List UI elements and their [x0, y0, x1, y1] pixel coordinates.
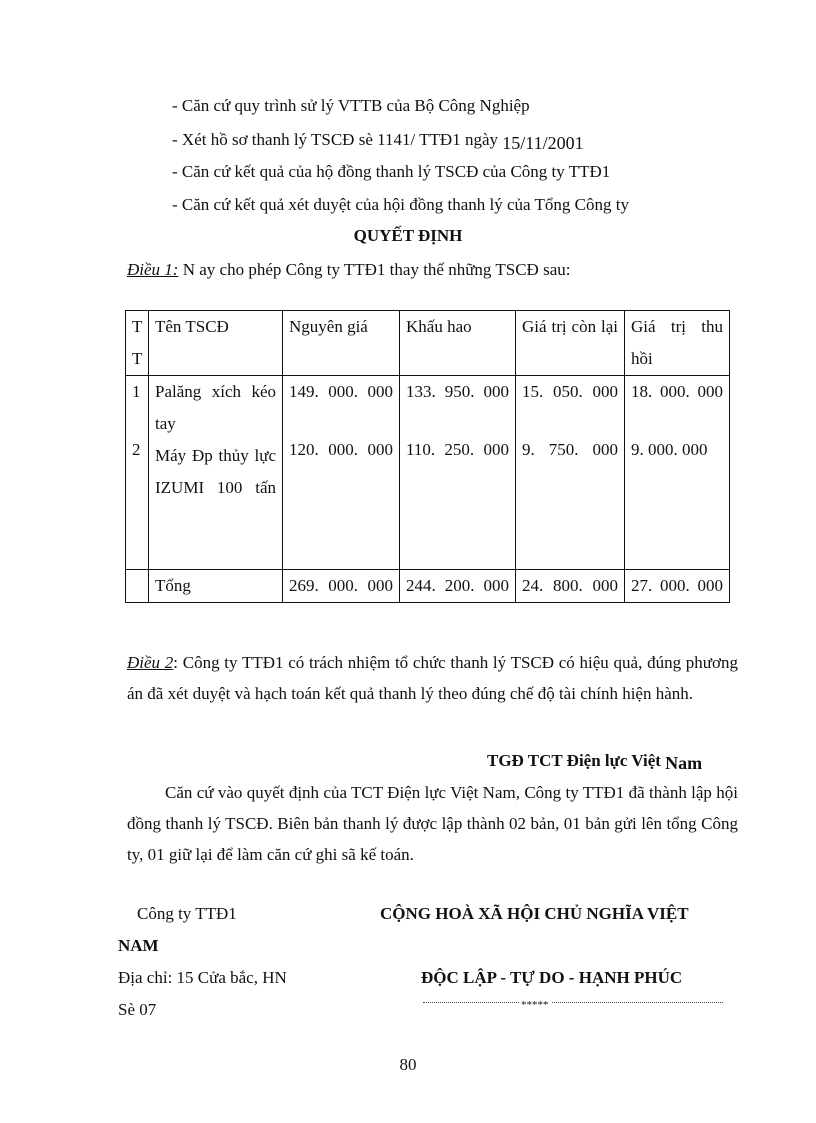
- basis-line-2-date: 15/11/2001: [502, 133, 584, 153]
- item-2-khau-hao: 110. 250. 000: [406, 440, 509, 459]
- header-tt: T T: [126, 311, 149, 376]
- header-nguyen-gia: Nguyên giá: [283, 311, 400, 376]
- header-name: Tên TSCĐ: [149, 311, 283, 376]
- table-total-row: [126, 570, 730, 603]
- motto-underline: [423, 1002, 723, 1003]
- item-2-name: Máy Đp thủy lực IZUMI 100 tấn: [155, 446, 276, 497]
- cell-names: [149, 376, 283, 570]
- item-1-con-lai: 15. 050. 000: [522, 382, 618, 401]
- total-tt: [126, 570, 149, 603]
- header-con-lai: Giá trị còn lại: [516, 311, 625, 376]
- cell-con-lai: [516, 376, 625, 570]
- item-2-nguyen-gia: 120. 000. 000: [289, 440, 393, 459]
- article-1-text: N ay cho phép Công ty TTĐ1 thay thế những TSCĐ sau:: [178, 260, 571, 279]
- item-1-name: Palăng xích kéo tay: [155, 382, 276, 433]
- total-khau-hao: 244. 200. 000: [400, 570, 516, 603]
- total-nguyen-gia: 269. 000. 000: [283, 570, 400, 603]
- signature-tail: Nam: [665, 753, 703, 773]
- footer-motto: ĐỘC LẬP - TỰ DO - HẠNH PHÚC: [421, 968, 683, 987]
- tt-2: 2: [132, 440, 141, 459]
- article-2: [127, 647, 738, 709]
- table-row: [126, 376, 730, 570]
- cell-tt: [126, 376, 149, 570]
- decision-title: QUYẾT ĐỊNH: [353, 226, 463, 245]
- cell-khau-hao: [400, 376, 516, 570]
- item-1-khau-hao: 133. 950. 000: [406, 382, 509, 401]
- basis-line-4: - Căn cứ kết quả xét duyệt của hội đồng thanh lý của Tổng Công ty: [172, 195, 629, 214]
- footer-nation-line1: CỘNG HOÀ XÃ HỘI CHỦ NGHĨA VIỆT: [380, 904, 689, 923]
- signature-line: [487, 750, 702, 771]
- total-con-lai: 24. 800. 000: [516, 570, 625, 603]
- table-header-row: [126, 311, 730, 376]
- basis-line-1: - Căn cứ quy trình sử lý VTTB của Bộ Công Nghiệp: [172, 96, 530, 115]
- footer-number: Sè 07: [118, 1000, 157, 1019]
- cell-nguyen-gia: [283, 376, 400, 570]
- item-2-thu-hoi: 9. 000. 000: [631, 440, 708, 459]
- total-label: Tổng: [149, 570, 283, 603]
- article-1: [127, 260, 570, 280]
- header-khau-hao: Khấu hao: [400, 311, 516, 376]
- asset-table: [125, 310, 730, 603]
- article-1-label: Điều 1:: [127, 260, 179, 279]
- item-2-con-lai: 9. 750. 000: [522, 440, 618, 459]
- footer-address: Địa chỉ: 15 Cửa bắc, HN: [118, 968, 287, 987]
- basis-line-3: - Căn cứ kết quả của hộ đồng thanh lý TSCĐ của Công ty TTĐ1: [172, 162, 611, 181]
- article-2-label: Điều 2: [127, 653, 174, 672]
- footer-company: Công ty TTĐ1: [137, 904, 237, 923]
- body-paragraph: Căn cứ vào quyết định của TCT Điện lực Việt Nam, Công ty TTĐ1 đã thành lập hội đồng thanh lý TSCĐ. Biên bản thanh lý được lập thành 02 bản, 01 bản gửi lên tổng Công ty, 01 giữ lại để làm căn cứ ghi sã kế toán.: [127, 783, 738, 864]
- item-1-nguyen-gia: 149. 000. 000: [289, 382, 393, 401]
- basis-line-2: [172, 129, 584, 153]
- cell-thu-hoi: [625, 376, 730, 570]
- basis-line-2-text: - Xét hồ sơ thanh lý TSCĐ sè 1141/ TTĐ1 ngày: [172, 130, 498, 149]
- footer-stars: *****: [521, 999, 549, 1011]
- header-thu-hoi: Giá trị thu hồi: [625, 311, 730, 376]
- tt-1: 1: [132, 382, 141, 401]
- item-1-thu-hoi: 18. 000. 000: [631, 382, 723, 401]
- signature-text: TGĐ TCT Điện lực Việt: [487, 751, 661, 770]
- footer-nation-line2: NAM: [118, 936, 159, 955]
- article-2-text: : Công ty TTĐ1 có trách nhiệm tổ chức thanh lý TSCĐ có hiệu quả, đúng phương án đã xét duyệt và hạch toán kết quả thanh lý theo đúng chế độ tài chính hiện hành.: [127, 653, 739, 703]
- total-thu-hoi: 27. 000. 000: [625, 570, 730, 603]
- page-number: 80: [399, 1055, 417, 1074]
